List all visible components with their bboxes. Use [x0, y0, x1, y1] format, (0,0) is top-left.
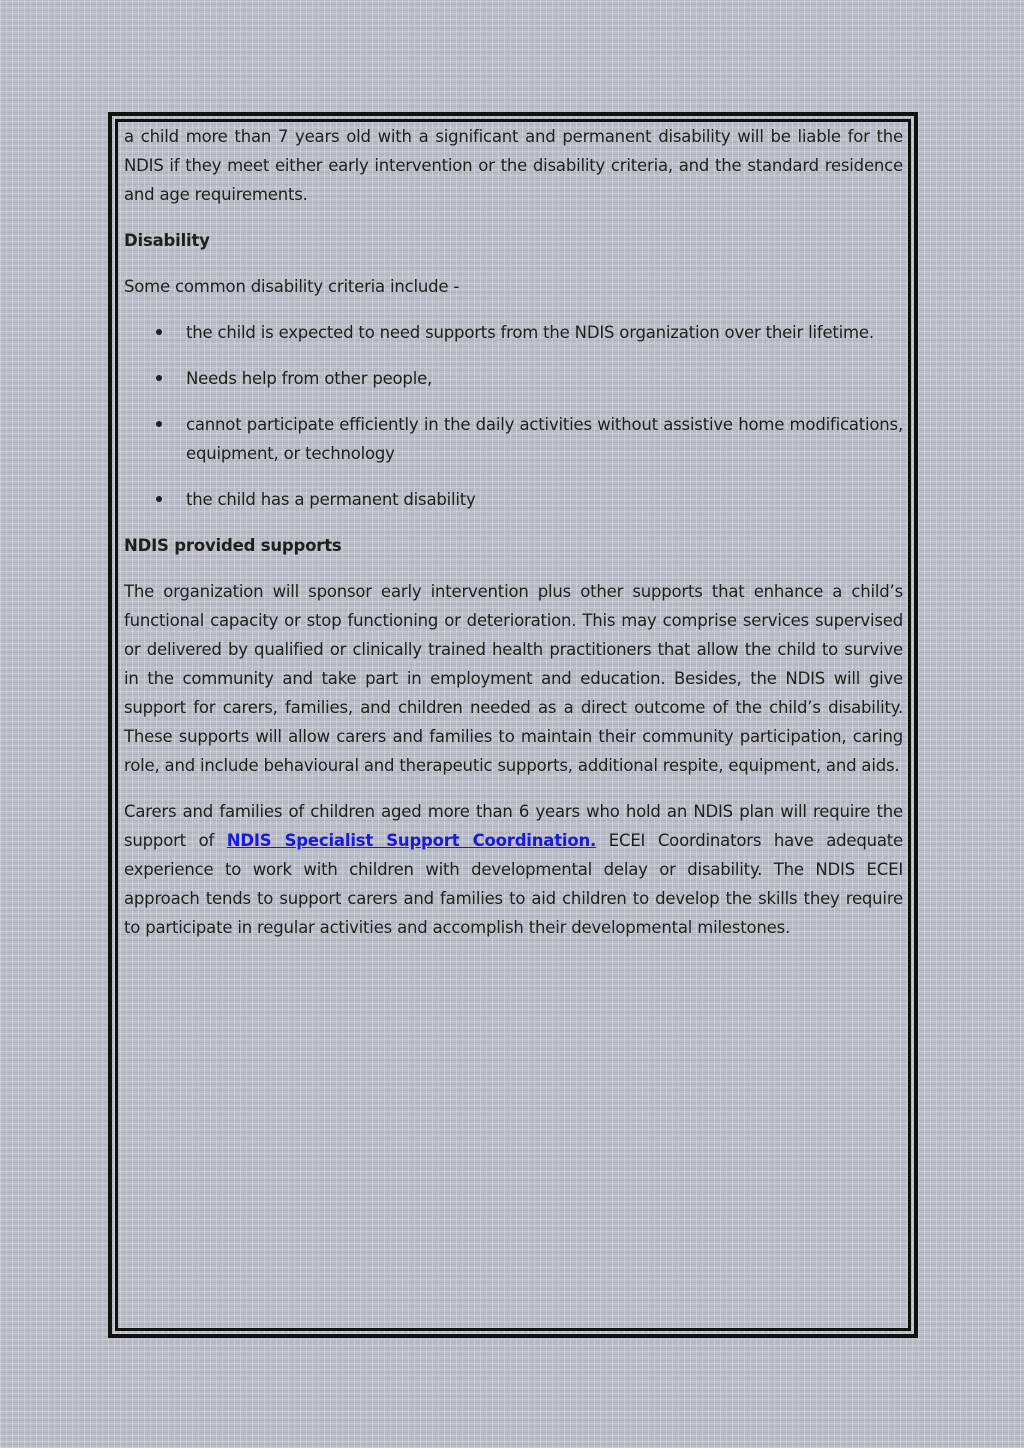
intro-paragraph: a child more than 7 years old with a significant and permanent disability will be liable for the NDIS if they meet either early intervention or the disability criteria, and the standard residence and age requirements.: [124, 127, 903, 204]
document-body: [124, 122, 903, 959]
list-item-text: cannot participate efficiently in the daily activities without assistive home modifications, equipment, or technology: [186, 415, 903, 463]
disability-heading: Disability: [124, 231, 210, 250]
supports-paragraph: The organization will sponsor early intervention plus other supports that enhance a child’s functional capacity or stop functioning or deterioration. This may comprise services supervised or delivered by qualified or clinically trained health practitioners that allow the child to survive in the community and take part in employment and education. Besides, the NDIS will give support for carers, families, and children needed as a direct outcome of the child’s disability. These supports will allow carers and families to maintain their community participation, caring role, and include behavioural and therapeutic supports, additional respite, equipment, and aids.: [124, 582, 903, 775]
criteria-intro: Some common disability criteria include -: [124, 277, 460, 296]
carers-text-after-link: ECEI Coordinators have adequate experience to work with children with developmental delay or disability. The NDIS ECEI approach tends to support carers and families to aid children to develop the skills they require to participate in regular activities and accomplish their developmental milestones.: [124, 831, 903, 937]
list-item-text: the child has a permanent disability: [186, 490, 476, 509]
carers-text-before-link: Carers and families of children aged more than 6 years who hold an NDIS plan will require the support of: [124, 802, 903, 850]
list-item: [124, 364, 903, 393]
bullet-icon: [156, 375, 162, 381]
criteria-list: [124, 318, 903, 514]
list-item: [124, 318, 903, 347]
carers-paragraph: [124, 797, 903, 942]
bullet-icon: [156, 496, 162, 502]
bullet-icon: [156, 421, 162, 427]
list-item: [124, 410, 903, 468]
bullet-icon: [156, 329, 162, 335]
list-item-text: Needs help from other people,: [186, 369, 433, 388]
list-item: [124, 485, 903, 514]
supports-heading: NDIS provided supports: [124, 536, 342, 555]
list-item-text: the child is expected to need supports from the NDIS organization over their lifetime.: [186, 323, 874, 342]
ndis-specialist-support-coordination-link[interactable]: NDIS Specialist Support Coordination.: [226, 831, 597, 850]
